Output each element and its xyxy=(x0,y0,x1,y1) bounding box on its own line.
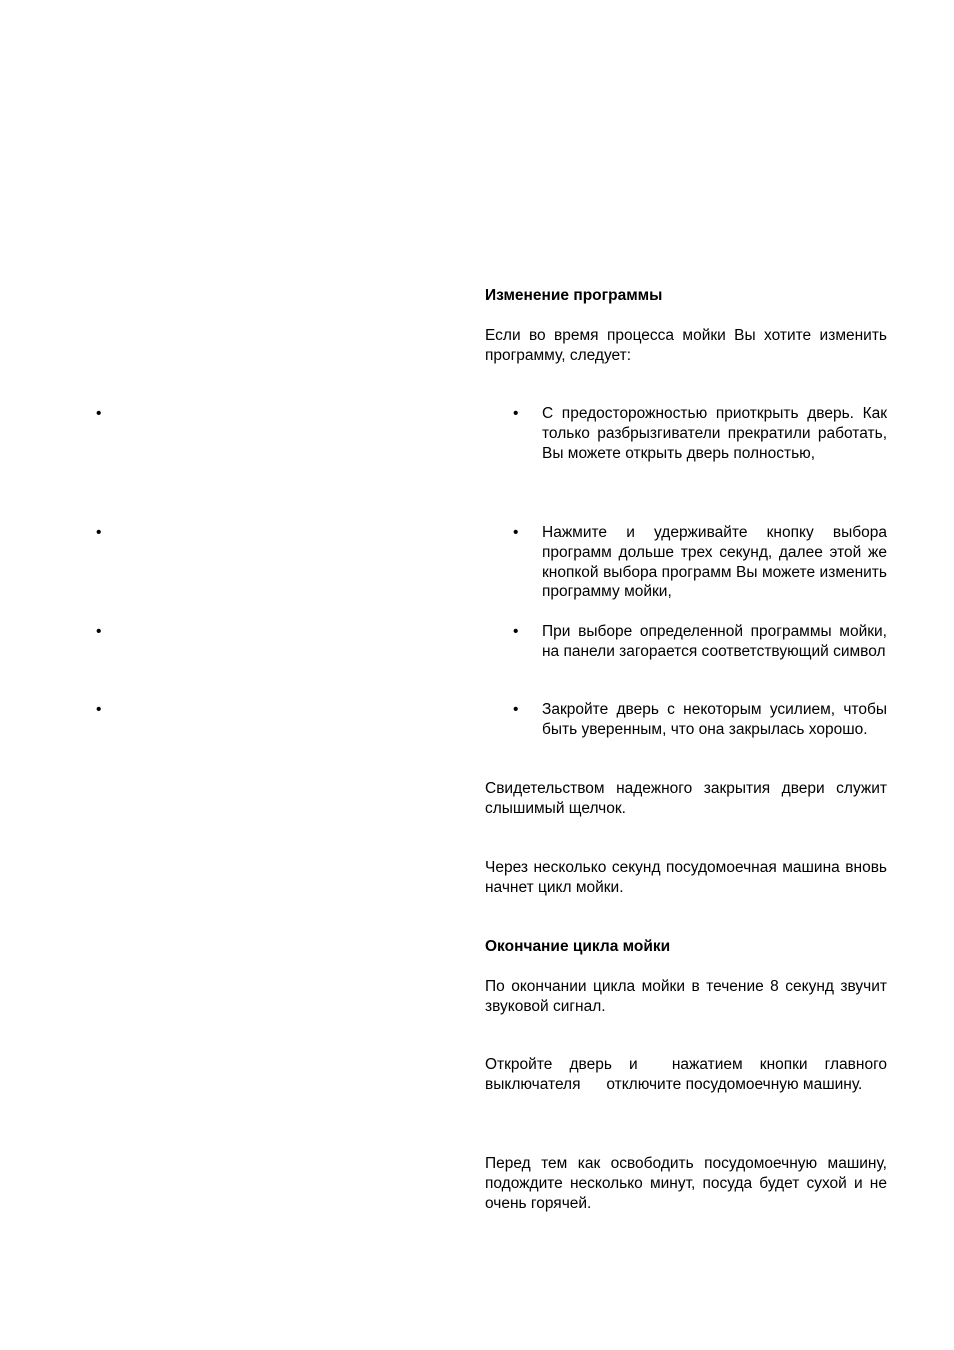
bullet-marker: • xyxy=(513,405,519,422)
intro-paragraph: Если во время процесса мойки Вы хотите изменить программу, следует: xyxy=(485,327,887,364)
paragraph: По окончании цикла мойки в течение 8 секунд звучит звуковой сигнал. xyxy=(485,978,887,1015)
paragraph: Свидетельством надежного закрытия двери служит слышимый щелчок. xyxy=(485,780,887,817)
bullet-marker: • xyxy=(513,524,519,541)
bullet-marker: • xyxy=(513,623,519,640)
paragraph: Перед тем как освободить посудомоечную машину, подождите несколько минут, посуда будет сухой и не очень горячей. xyxy=(485,1155,887,1212)
stray-bullet: • xyxy=(96,405,102,422)
bullet-marker: • xyxy=(513,701,519,718)
stray-bullet: • xyxy=(96,701,102,718)
list-item-text: Закройте дверь с некоторым усилием, чтобы быть уверенным, что она закрылась хорошо. xyxy=(542,701,887,738)
list-item-text: С предосторожностью приоткрыть дверь. Как только разбрызгиватели прекратили работать, Вы можете открыть дверь полностью, xyxy=(542,405,887,462)
paragraph: Откройте дверь и нажатием кнопки главного выключателя отключите посудомоечную машину. xyxy=(485,1056,892,1093)
stray-bullet: • xyxy=(96,623,102,640)
section-heading: Окончание цикла мойки xyxy=(485,938,671,955)
list-item-text: При выборе определенной программы мойки, на панели загорается соответствующий символ xyxy=(542,623,887,660)
stray-bullet: • xyxy=(96,524,102,541)
section-heading: Изменение программы xyxy=(485,287,663,304)
list-item-text: Нажмите и удерживайте кнопку выбора программ дольше трех секунд, далее этой же кнопкой выбора программ Вы можете изменить программу мойки, xyxy=(542,524,887,601)
paragraph: Через несколько секунд посудомоечная машина вновь начнет цикл мойки. xyxy=(485,859,887,896)
